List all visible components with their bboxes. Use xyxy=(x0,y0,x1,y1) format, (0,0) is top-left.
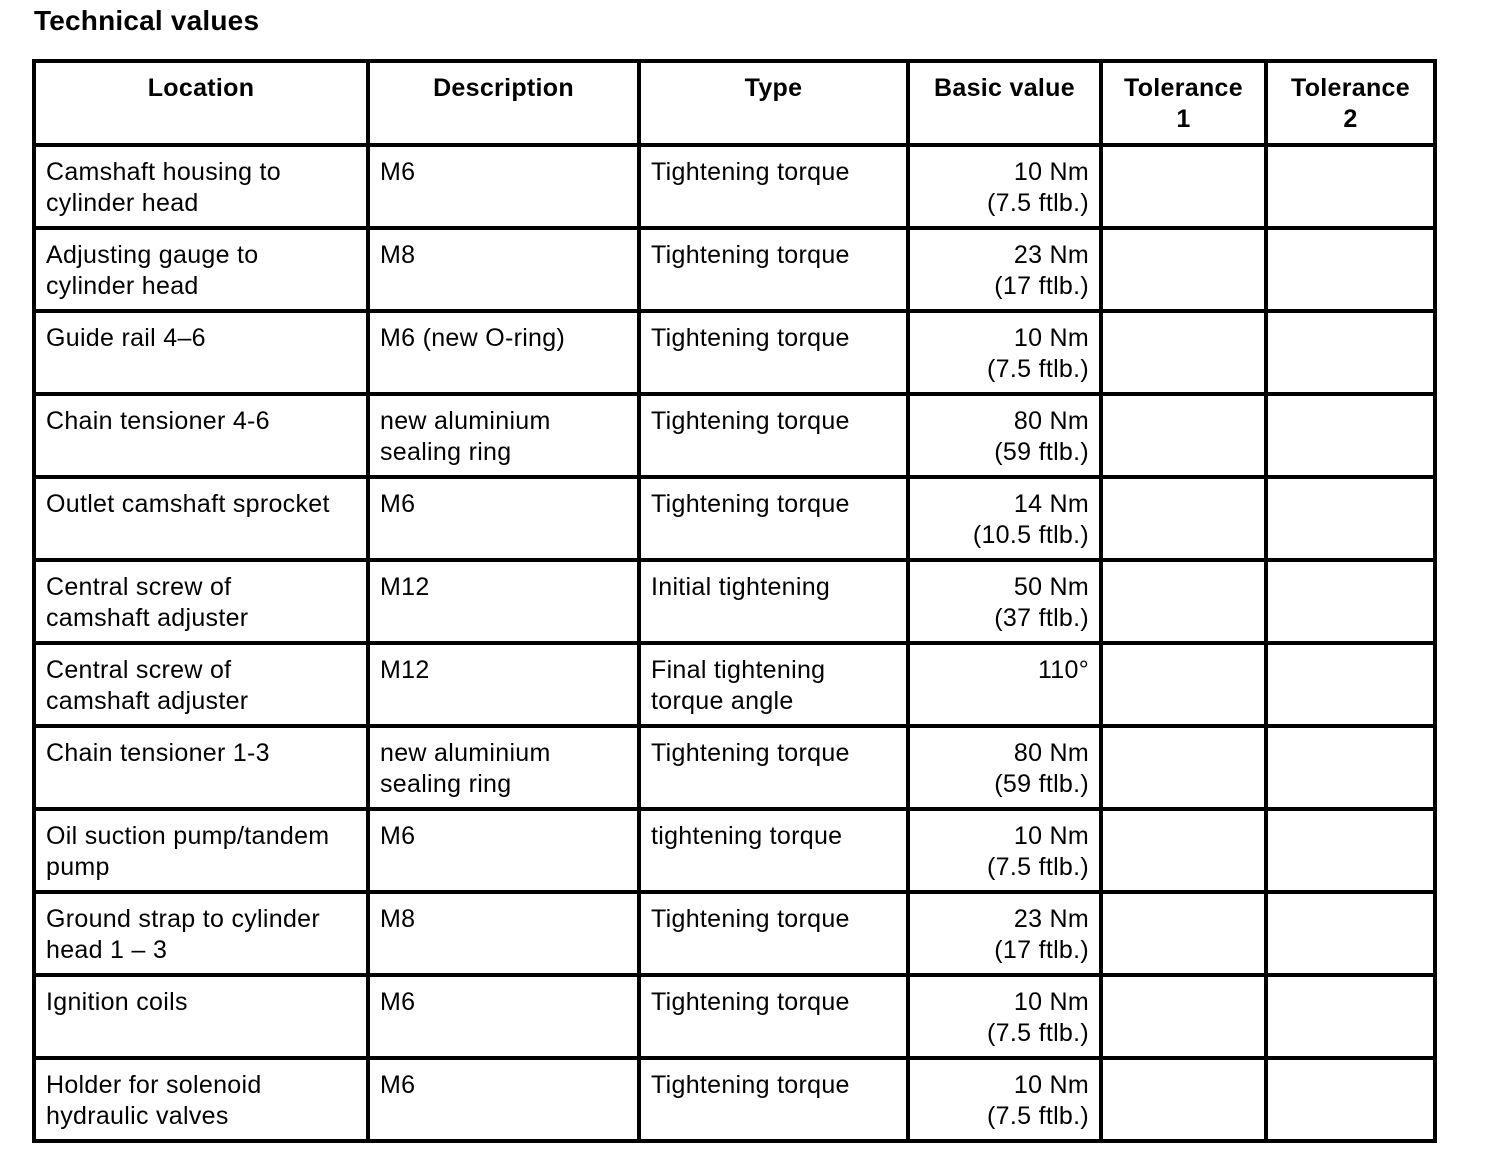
cell-basic-value: 10 Nm (7.5 ftlb.) xyxy=(908,1058,1101,1141)
cell-type: Tightening torque xyxy=(639,228,908,311)
cell-description: M12 xyxy=(368,560,639,643)
cell-description: M6 xyxy=(368,809,639,892)
cell-tolerance-2 xyxy=(1266,1058,1435,1141)
cell-tolerance-1 xyxy=(1101,1058,1266,1141)
cell-location: Chain tensioner 4-6 xyxy=(34,394,368,477)
cell-location: Central screw of camshaft adjuster xyxy=(34,560,368,643)
table-row xyxy=(34,975,1435,1058)
table-body xyxy=(34,145,1435,1141)
cell-tolerance-2 xyxy=(1266,228,1435,311)
cell-tolerance-2 xyxy=(1266,394,1435,477)
cell-basic-value: 10 Nm (7.5 ftlb.) xyxy=(908,145,1101,228)
cell-tolerance-1 xyxy=(1101,477,1266,560)
table-row xyxy=(34,145,1435,228)
cell-type: Final tightening torque angle xyxy=(639,643,908,726)
cell-tolerance-1 xyxy=(1101,726,1266,809)
table-row xyxy=(34,643,1435,726)
cell-tolerance-2 xyxy=(1266,477,1435,560)
cell-basic-value: 10 Nm (7.5 ftlb.) xyxy=(908,311,1101,394)
cell-type: Tightening torque xyxy=(639,145,908,228)
cell-type: tightening torque xyxy=(639,809,908,892)
cell-location: Oil suction pump/tandem pump xyxy=(34,809,368,892)
table-row xyxy=(34,477,1435,560)
cell-location: Outlet camshaft sprocket xyxy=(34,477,368,560)
cell-description: M8 xyxy=(368,892,639,975)
cell-type: Tightening torque xyxy=(639,311,908,394)
cell-type: Tightening torque xyxy=(639,394,908,477)
table-row xyxy=(34,394,1435,477)
cell-basic-value: 50 Nm (37 ftlb.) xyxy=(908,560,1101,643)
cell-tolerance-1 xyxy=(1101,394,1266,477)
cell-location: Guide rail 4–6 xyxy=(34,311,368,394)
header-basic-value: Basic value xyxy=(908,61,1101,145)
cell-basic-value: 80 Nm (59 ftlb.) xyxy=(908,726,1101,809)
table-row xyxy=(34,726,1435,809)
table-header-row xyxy=(34,61,1435,145)
cell-tolerance-1 xyxy=(1101,643,1266,726)
page-title: Technical values xyxy=(34,5,260,36)
cell-tolerance-2 xyxy=(1266,809,1435,892)
cell-description: M6 xyxy=(368,975,639,1058)
cell-location: Ground strap to cylinder head 1 – 3 xyxy=(34,892,368,975)
cell-tolerance-1 xyxy=(1101,145,1266,228)
cell-description: new aluminium sealing ring xyxy=(368,394,639,477)
cell-basic-value: 14 Nm (10.5 ftlb.) xyxy=(908,477,1101,560)
cell-description: M6 xyxy=(368,1058,639,1141)
cell-description: new aluminium sealing ring xyxy=(368,726,639,809)
header-description: Description xyxy=(368,61,639,145)
cell-basic-value: 80 Nm (59 ftlb.) xyxy=(908,394,1101,477)
header-tolerance-1: Tolerance 1 xyxy=(1101,61,1266,145)
technical-values-table xyxy=(32,59,1437,1143)
table-row xyxy=(34,560,1435,643)
cell-basic-value: 23 Nm (17 ftlb.) xyxy=(908,228,1101,311)
cell-location: Camshaft housing to cylinder head xyxy=(34,145,368,228)
cell-tolerance-1 xyxy=(1101,892,1266,975)
cell-tolerance-1 xyxy=(1101,311,1266,394)
cell-description: M6 xyxy=(368,477,639,560)
table-row xyxy=(34,892,1435,975)
cell-basic-value: 23 Nm (17 ftlb.) xyxy=(908,892,1101,975)
cell-type: Tightening torque xyxy=(639,1058,908,1141)
cell-location: Adjusting gauge to cylinder head xyxy=(34,228,368,311)
table-row xyxy=(34,1058,1435,1141)
cell-location: Ignition coils xyxy=(34,975,368,1058)
cell-basic-value: 10 Nm (7.5 ftlb.) xyxy=(908,809,1101,892)
cell-description: M8 xyxy=(368,228,639,311)
table-row xyxy=(34,228,1435,311)
cell-tolerance-2 xyxy=(1266,145,1435,228)
cell-tolerance-1 xyxy=(1101,228,1266,311)
cell-tolerance-1 xyxy=(1101,560,1266,643)
table-row xyxy=(34,311,1435,394)
cell-type: Tightening torque xyxy=(639,477,908,560)
cell-tolerance-1 xyxy=(1101,809,1266,892)
cell-type: Initial tightening xyxy=(639,560,908,643)
cell-basic-value: 110° xyxy=(908,643,1101,726)
cell-location: Holder for solenoid hydraulic valves xyxy=(34,1058,368,1141)
cell-location: Chain tensioner 1-3 xyxy=(34,726,368,809)
cell-tolerance-2 xyxy=(1266,560,1435,643)
cell-description: M6 xyxy=(368,145,639,228)
table-row xyxy=(34,809,1435,892)
cell-location: Central screw of camshaft adjuster xyxy=(34,643,368,726)
cell-description: M12 xyxy=(368,643,639,726)
cell-tolerance-2 xyxy=(1266,892,1435,975)
cell-tolerance-2 xyxy=(1266,643,1435,726)
cell-description: M6 (new O-ring) xyxy=(368,311,639,394)
cell-basic-value: 10 Nm (7.5 ftlb.) xyxy=(908,975,1101,1058)
header-location: Location xyxy=(34,61,368,145)
header-type: Type xyxy=(639,61,908,145)
cell-type: Tightening torque xyxy=(639,892,908,975)
cell-type: Tightening torque xyxy=(639,726,908,809)
cell-tolerance-1 xyxy=(1101,975,1266,1058)
header-tolerance-2: Tolerance 2 xyxy=(1266,61,1435,145)
cell-tolerance-2 xyxy=(1266,726,1435,809)
cell-type: Tightening torque xyxy=(639,975,908,1058)
cell-tolerance-2 xyxy=(1266,311,1435,394)
cell-tolerance-2 xyxy=(1266,975,1435,1058)
